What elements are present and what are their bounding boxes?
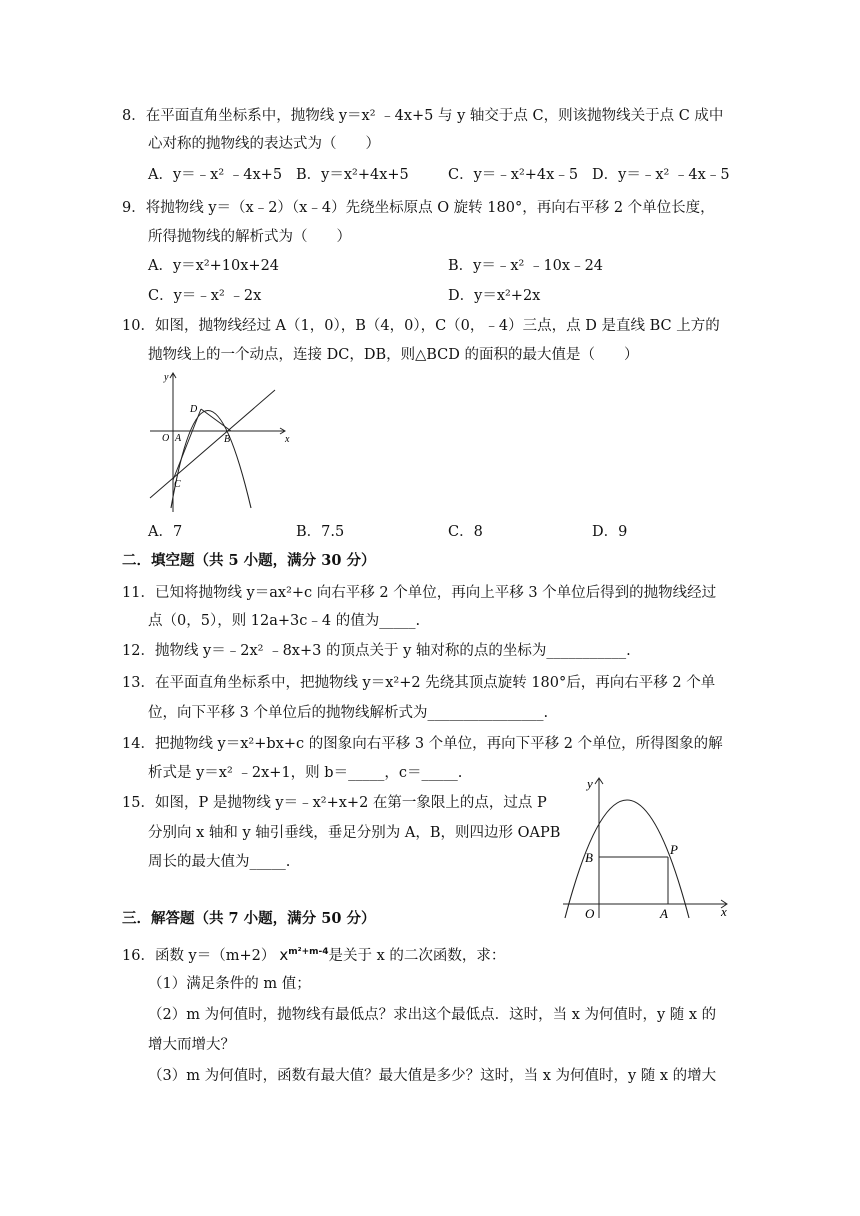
q8-option-a: A．y＝﹣x² ﹣4x+5 (148, 167, 283, 183)
q16-part1: （1）满足条件的 m 值； (148, 976, 311, 992)
q8-stem-line2: 心对称的抛物线的表达式为（ ） (148, 136, 380, 152)
q10-label-c: C (174, 479, 181, 490)
q16-intro: 16．函数 y＝（m+2） (122, 947, 276, 964)
q9-stem-line2: 所得抛物线的解析式为（ ） (148, 229, 351, 245)
q15-label-a: A (660, 906, 668, 920)
q16-part3-line1: （3）m 为何值时，函数有最大值？最大值是多少？这时，当 x 为何值时，y 随 x 的增大 (148, 1068, 717, 1084)
q12-stem-line1: 12．抛物线 y＝﹣2x² ﹣8x+3 的顶点关于 y 轴对称的点的坐标为___________. (122, 643, 631, 659)
q15-label-o: O (585, 906, 595, 920)
q16-power-base: x (279, 945, 289, 964)
q14-stem-line2: 析式是 y＝x² ﹣2x+1，则 b＝_____，c＝_____. (148, 765, 463, 781)
q15-stem-line1: 15．如图，P 是抛物线 y＝﹣x²+x+2 在第一象限上的点，过点 P (122, 795, 547, 811)
q16-stem (122, 942, 505, 966)
q15-label-y: y (587, 776, 593, 791)
q13-stem-line2: 位，向下平移 3 个单位后的抛物线解析式为________________. (148, 705, 549, 721)
q9-option-b: B．y＝﹣x² ﹣10x﹣24 (448, 258, 604, 274)
q15-parabola (565, 800, 689, 918)
q15-label-x: x (721, 904, 727, 919)
q8-option-c: C．y＝﹣x²+4x﹣5 (448, 167, 579, 183)
q10-option-c: C．8 (448, 524, 483, 540)
q16-intro-tail: 是关于 x 的二次函数，求： (328, 947, 506, 964)
q10-option-a: A．7 (148, 524, 183, 540)
q14-stem-line1: 14．把抛物线 y＝x²+bx+c 的图象向右平移 3 个单位，再向下平移 2 个单位，所得图象的解 (122, 736, 723, 752)
section-heading-fill-in: 二．填空题（共 5 小题，满分 30 分） (122, 552, 376, 569)
q10-label-a: A (175, 433, 182, 444)
q15-stem-line3: 周长的最大值为_____. (148, 854, 291, 870)
section-heading-solve: 三．解答题（共 7 小题，满分 50 分） (122, 910, 376, 927)
q10-line-bc (150, 390, 275, 498)
q9-stem-line1: 9．将抛物线 y＝（x﹣2）（x﹣4）先绕坐标原点 O 旋转 180°，再向右平移 2 个单位长度， (122, 200, 715, 216)
q11-stem-line2: 点（0，5），则 12a+3c﹣4 的值为_____. (148, 613, 421, 629)
q10-label-b: B (224, 434, 231, 445)
q8-option-b: B．y＝x²+4x+5 (296, 167, 409, 183)
q10-segment-dc (173, 409, 201, 480)
q11-stem-line1: 11．已知将抛物线 y＝ax²+c 向右平移 2 个单位，再向上平移 3 个单位后得到的抛物线经过 (122, 585, 717, 601)
q8-stem-line1: 8．在平面直角坐标系中，抛物线 y＝x² ﹣4x+5 与 y 轴交于点 C，则该抛物线关于点 C 成中 (122, 108, 724, 124)
q10-figure (145, 368, 295, 516)
q15-label-b: B (585, 850, 593, 865)
q15-figure (555, 770, 735, 920)
q9-option-d: D．y＝x²+2x (448, 288, 541, 304)
q10-option-d: D．9 (592, 524, 628, 540)
q15-label-p: P (670, 842, 678, 857)
q10-label-o: O (162, 433, 170, 444)
q15-stem-line2: 分别向 x 轴和 y 轴引垂线，垂足分别为 A，B，则四边形 OAPB (148, 825, 561, 841)
q10-stem-line1: 10．如图，抛物线经过 A（1，0），B（4，0），C（0，﹣4）三点，点 D 是直线 BC 上方的 (122, 318, 720, 334)
q10-stem-line2: 抛物线上的一个动点，连接 DC，DB，则△BCD 的面积的最大值是（ ） (148, 347, 639, 363)
q16-part2-line2: 增大而增大？ (148, 1037, 235, 1053)
q10-option-b: B．7.5 (296, 524, 345, 540)
q16-part2-line1: （2）m 为何值时，抛物线有最低点？求出这个最低点．这时，当 x 为何值时，y 随 x 的 (148, 1007, 717, 1023)
q9-option-a: A．y＝x²+10x+24 (148, 258, 280, 274)
q8-option-d: D．y＝﹣x² ﹣4x﹣5 (592, 167, 730, 183)
q13-stem-line1: 13．在平面直角坐标系中，把抛物线 y＝x²+2 先绕其顶点旋转 180°后，再向右平移 2 个单 (122, 675, 716, 691)
q10-label-d: D (190, 404, 198, 415)
q10-parabola (171, 411, 251, 509)
q10-label-x: x (285, 434, 290, 445)
q10-segment-db (201, 409, 231, 431)
q10-label-y: y (164, 372, 169, 383)
q9-option-c: C．y＝﹣x² ﹣2x (148, 288, 262, 304)
q16-power-exponent: m²+m-4 (288, 947, 329, 957)
